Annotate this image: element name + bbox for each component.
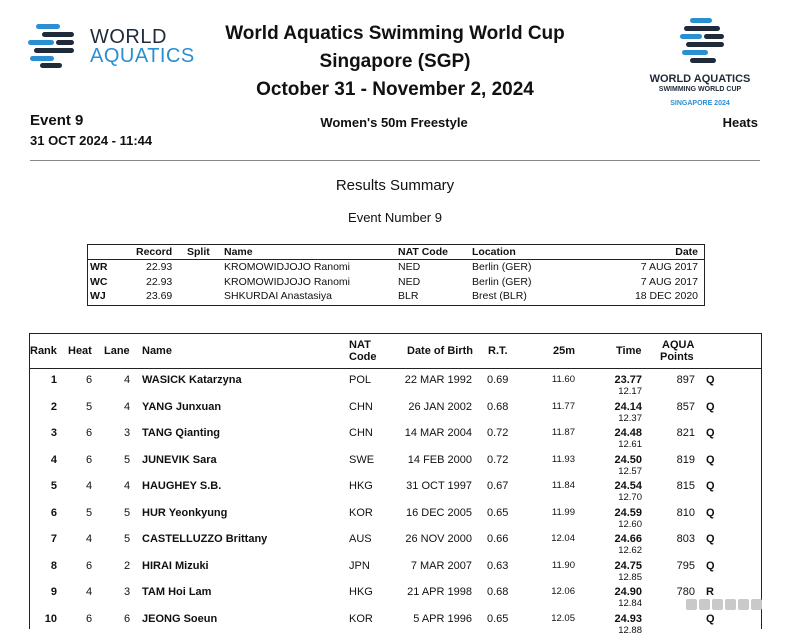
wave-bars-icon <box>28 24 80 68</box>
result-reaction-time: 0.69 <box>487 374 509 386</box>
result-name: HUR Yeonkyung <box>142 506 228 519</box>
watermark-dot <box>738 599 749 610</box>
record-location: Berlin (GER) <box>472 275 532 288</box>
result-heat: 6 <box>86 374 93 386</box>
header-aqua: AQUA <box>662 339 695 351</box>
result-dob: 14 FEB 2000 <box>407 453 472 466</box>
result-qualifier: Q <box>706 427 715 439</box>
result-heat: 4 <box>86 586 93 598</box>
record-time: 22.93 <box>146 261 173 273</box>
record-nat: NED <box>398 261 421 273</box>
result-name: YANG Junxuan <box>142 400 222 413</box>
result-rank: 8 <box>50 559 57 572</box>
result-split-50m: 12.62 <box>618 545 642 556</box>
result-heat: 4 <box>86 480 93 492</box>
result-time: 23.77 <box>614 374 642 386</box>
table-row <box>30 503 761 529</box>
result-qualifier: R <box>706 586 714 598</box>
result-dob: 26 NOV 2000 <box>405 533 472 545</box>
result-split-25m: 12.05 <box>551 612 575 624</box>
result-split-25m: 12.06 <box>551 586 575 597</box>
table-row <box>30 582 761 608</box>
table-row <box>30 450 761 476</box>
event-name: Women's 50m Freestyle <box>320 115 468 130</box>
header-name: Name <box>142 345 172 357</box>
records-header <box>88 245 704 260</box>
result-qualifier: Q <box>706 506 715 519</box>
result-reaction-time: 0.66 <box>487 533 509 545</box>
record-time: 22.93 <box>146 275 173 288</box>
logo-word-world: WORLD <box>90 26 167 48</box>
result-heat: 6 <box>86 559 93 572</box>
competition-location: Singapore (SGP) <box>319 51 471 72</box>
result-split-25m: 11.60 <box>551 374 575 385</box>
records-header-record: Record <box>136 246 173 258</box>
result-heat: 5 <box>86 400 93 413</box>
record-nat: BLR <box>398 290 419 302</box>
result-heat: 6 <box>86 612 93 625</box>
result-lane: 3 <box>124 586 131 598</box>
event-label: Event 9 <box>30 112 84 129</box>
result-name: HIRAI Mizuki <box>142 559 209 572</box>
results-table <box>29 333 762 636</box>
header-dob: Date of Birth <box>407 345 473 357</box>
result-dob: 26 JAN 2002 <box>408 400 472 413</box>
record-location: Berlin (GER) <box>472 261 532 273</box>
watermark-dot <box>712 599 723 610</box>
result-points: 815 <box>676 480 695 492</box>
result-heat: 4 <box>86 533 93 545</box>
result-lane: 3 <box>124 427 131 439</box>
result-split-50m: 12.85 <box>618 571 642 583</box>
record-holder: SHKURDAI Anastasiya <box>224 290 332 302</box>
table-row <box>30 423 761 449</box>
result-lane: 5 <box>124 506 131 519</box>
result-qualifier: Q <box>706 453 715 466</box>
result-split-25m: 11.93 <box>551 453 575 465</box>
logo-text-world-cup: SWIMMING WORLD CUP <box>658 86 742 93</box>
result-reaction-time: 0.72 <box>487 427 509 439</box>
result-reaction-time: 0.63 <box>487 559 509 572</box>
result-qualifier: Q <box>706 533 715 545</box>
result-dob: 7 MAR 2007 <box>410 559 472 572</box>
table-row <box>30 556 761 582</box>
result-points: 857 <box>676 400 695 413</box>
result-nat: CHN <box>349 427 373 439</box>
table-row <box>30 476 761 502</box>
result-points: 897 <box>676 374 695 386</box>
competition-title: World Aquatics Swimming World Cup <box>225 23 565 44</box>
logo-word-aquatics: AQUATICS <box>90 45 195 67</box>
result-lane: 5 <box>124 453 131 466</box>
record-type: WJ <box>90 290 106 302</box>
result-nat: KOR <box>349 612 373 625</box>
result-dob: 16 DEC 2005 <box>405 506 472 519</box>
result-points: 819 <box>676 453 695 466</box>
result-rank: 7 <box>50 533 57 545</box>
result-rank: 2 <box>50 400 57 413</box>
result-nat: SWE <box>349 453 375 466</box>
records-header-nat: NAT Code <box>398 246 448 258</box>
result-split-50m: 12.37 <box>618 412 642 424</box>
result-qualifier: Q <box>706 612 715 625</box>
result-reaction-time: 0.68 <box>487 400 509 413</box>
record-date: 18 DEC 2020 <box>634 290 698 302</box>
record-holder: KROMOWIDJOJO Ranomi <box>224 275 351 288</box>
result-time: 24.90 <box>614 586 642 598</box>
result-name: HAUGHEY S.B. <box>142 480 222 492</box>
result-time: 24.54 <box>614 480 642 492</box>
header-rt: R.T. <box>488 345 508 357</box>
result-split-50m: 12.57 <box>618 465 642 477</box>
result-rank: 5 <box>50 480 57 492</box>
records-header-location: Location <box>472 246 516 258</box>
result-lane: 2 <box>124 559 131 572</box>
logo-text-singapore: SINGAPORE 2024 <box>670 100 730 107</box>
result-split-25m: 12.04 <box>551 533 575 544</box>
result-split-50m: 12.60 <box>618 518 642 530</box>
records-header-name: Name <box>224 246 253 258</box>
result-split-25m: 11.84 <box>551 480 575 491</box>
record-type: WR <box>90 261 108 273</box>
header-rank: Rank <box>30 345 57 357</box>
result-lane: 6 <box>124 612 131 625</box>
record-date: 7 AUG 2017 <box>640 261 698 273</box>
result-split-25m: 11.90 <box>551 559 575 571</box>
result-reaction-time: 0.65 <box>487 506 509 519</box>
result-name: TANG Qianting <box>142 427 221 439</box>
result-name: CASTELLUZZO Brittany <box>142 533 268 545</box>
result-time: 24.50 <box>614 453 642 466</box>
watermark-dot <box>699 599 710 610</box>
result-reaction-time: 0.68 <box>487 586 509 598</box>
result-qualifier: Q <box>706 480 715 492</box>
world-cup-logo <box>640 18 760 113</box>
result-dob: 22 MAR 1992 <box>404 374 472 386</box>
logo-text-world-aquatics: WORLD AQUATICS <box>649 73 751 85</box>
result-split-50m: 12.88 <box>618 624 642 636</box>
result-name: WASICK Katarzyna <box>142 374 242 386</box>
event-datetime: 31 OCT 2024 - 11:44 <box>30 133 153 148</box>
result-reaction-time: 0.72 <box>487 453 509 466</box>
result-dob: 14 MAR 2004 <box>404 427 472 439</box>
watermark-dot <box>725 599 736 610</box>
result-reaction-time: 0.65 <box>487 612 509 625</box>
watermark-dot <box>686 599 697 610</box>
result-time: 24.48 <box>614 427 642 439</box>
records-header-date: Date <box>675 246 698 258</box>
result-rank: 4 <box>50 453 57 466</box>
result-dob: 31 OCT 1997 <box>406 480 472 492</box>
result-rank: 1 <box>50 374 57 386</box>
result-split-50m: 12.84 <box>618 598 642 609</box>
result-time: 24.93 <box>614 612 642 625</box>
result-time: 24.75 <box>614 559 642 572</box>
results-header <box>30 334 761 369</box>
result-dob: 21 APR 1998 <box>407 586 472 598</box>
header-points: Points <box>660 351 694 363</box>
result-heat: 6 <box>86 427 93 439</box>
result-lane: 5 <box>124 533 131 545</box>
event-number: Event Number 9 <box>348 210 442 225</box>
table-row <box>30 370 761 396</box>
result-split-50m: 12.61 <box>618 439 642 450</box>
result-qualifier: Q <box>706 400 715 413</box>
header-heat: Heat <box>68 345 92 357</box>
result-name: JEONG Soeun <box>142 612 218 625</box>
result-split-25m: 11.87 <box>551 427 575 438</box>
record-nat: NED <box>398 275 421 288</box>
result-points: 803 <box>676 533 695 545</box>
record-time: 23.69 <box>146 290 173 302</box>
result-split-50m: 12.17 <box>618 386 642 397</box>
result-rank: 6 <box>50 506 57 519</box>
header-lane: Lane <box>104 345 130 357</box>
result-points: 795 <box>676 559 695 572</box>
result-points: 821 <box>676 427 695 439</box>
result-time: 24.66 <box>614 533 642 545</box>
result-heat: 5 <box>86 506 93 519</box>
result-nat: JPN <box>349 559 370 572</box>
record-holder: KROMOWIDJOJO Ranomi <box>224 261 351 273</box>
result-lane: 4 <box>124 480 131 492</box>
result-name: JUNEVIK Sara <box>142 453 217 466</box>
result-time: 24.59 <box>614 506 642 519</box>
result-lane: 4 <box>124 374 131 386</box>
result-rank: 3 <box>50 427 57 439</box>
result-reaction-time: 0.67 <box>487 480 509 492</box>
result-nat: AUS <box>349 533 372 545</box>
records-header-split: Split <box>187 246 210 258</box>
records-table <box>87 244 705 306</box>
result-split-25m: 11.77 <box>551 400 575 412</box>
result-rank: 9 <box>50 586 57 598</box>
result-qualifier: Q <box>706 559 715 572</box>
header-25m: 25m <box>553 345 576 357</box>
result-rank: 10 <box>44 612 57 625</box>
result-split-50m: 12.70 <box>618 492 642 503</box>
result-points: 780 <box>676 586 695 598</box>
table-row <box>30 609 761 635</box>
competition-dates: October 31 - November 2, 2024 <box>256 79 534 100</box>
result-nat: POL <box>349 374 372 386</box>
watermark <box>686 597 776 615</box>
header-nat: NAT <box>349 339 371 351</box>
header-code: Code <box>349 351 377 363</box>
result-nat: KOR <box>349 506 373 519</box>
result-nat: HKG <box>349 586 373 598</box>
table-row <box>30 529 761 555</box>
result-name: TAM Hoi Lam <box>142 586 212 598</box>
divider <box>30 160 760 161</box>
result-nat: HKG <box>349 480 373 492</box>
result-dob: 5 APR 1996 <box>413 612 472 625</box>
result-time: 24.14 <box>614 400 642 413</box>
event-round: Heats <box>722 115 758 130</box>
wave-bars-icon <box>680 18 726 66</box>
table-row <box>30 397 761 423</box>
record-date: 7 AUG 2017 <box>640 275 698 288</box>
result-nat: CHN <box>349 400 373 413</box>
page-title: Results Summary <box>335 177 455 194</box>
result-points: 810 <box>676 506 695 519</box>
watermark-dot <box>751 599 762 610</box>
result-heat: 6 <box>86 453 93 466</box>
result-qualifier: Q <box>706 374 715 386</box>
header-time: Time <box>616 345 642 357</box>
record-location: Brest (BLR) <box>472 290 527 302</box>
record-type: WC <box>90 275 108 288</box>
result-lane: 4 <box>124 400 131 413</box>
result-split-25m: 11.99 <box>551 506 575 518</box>
